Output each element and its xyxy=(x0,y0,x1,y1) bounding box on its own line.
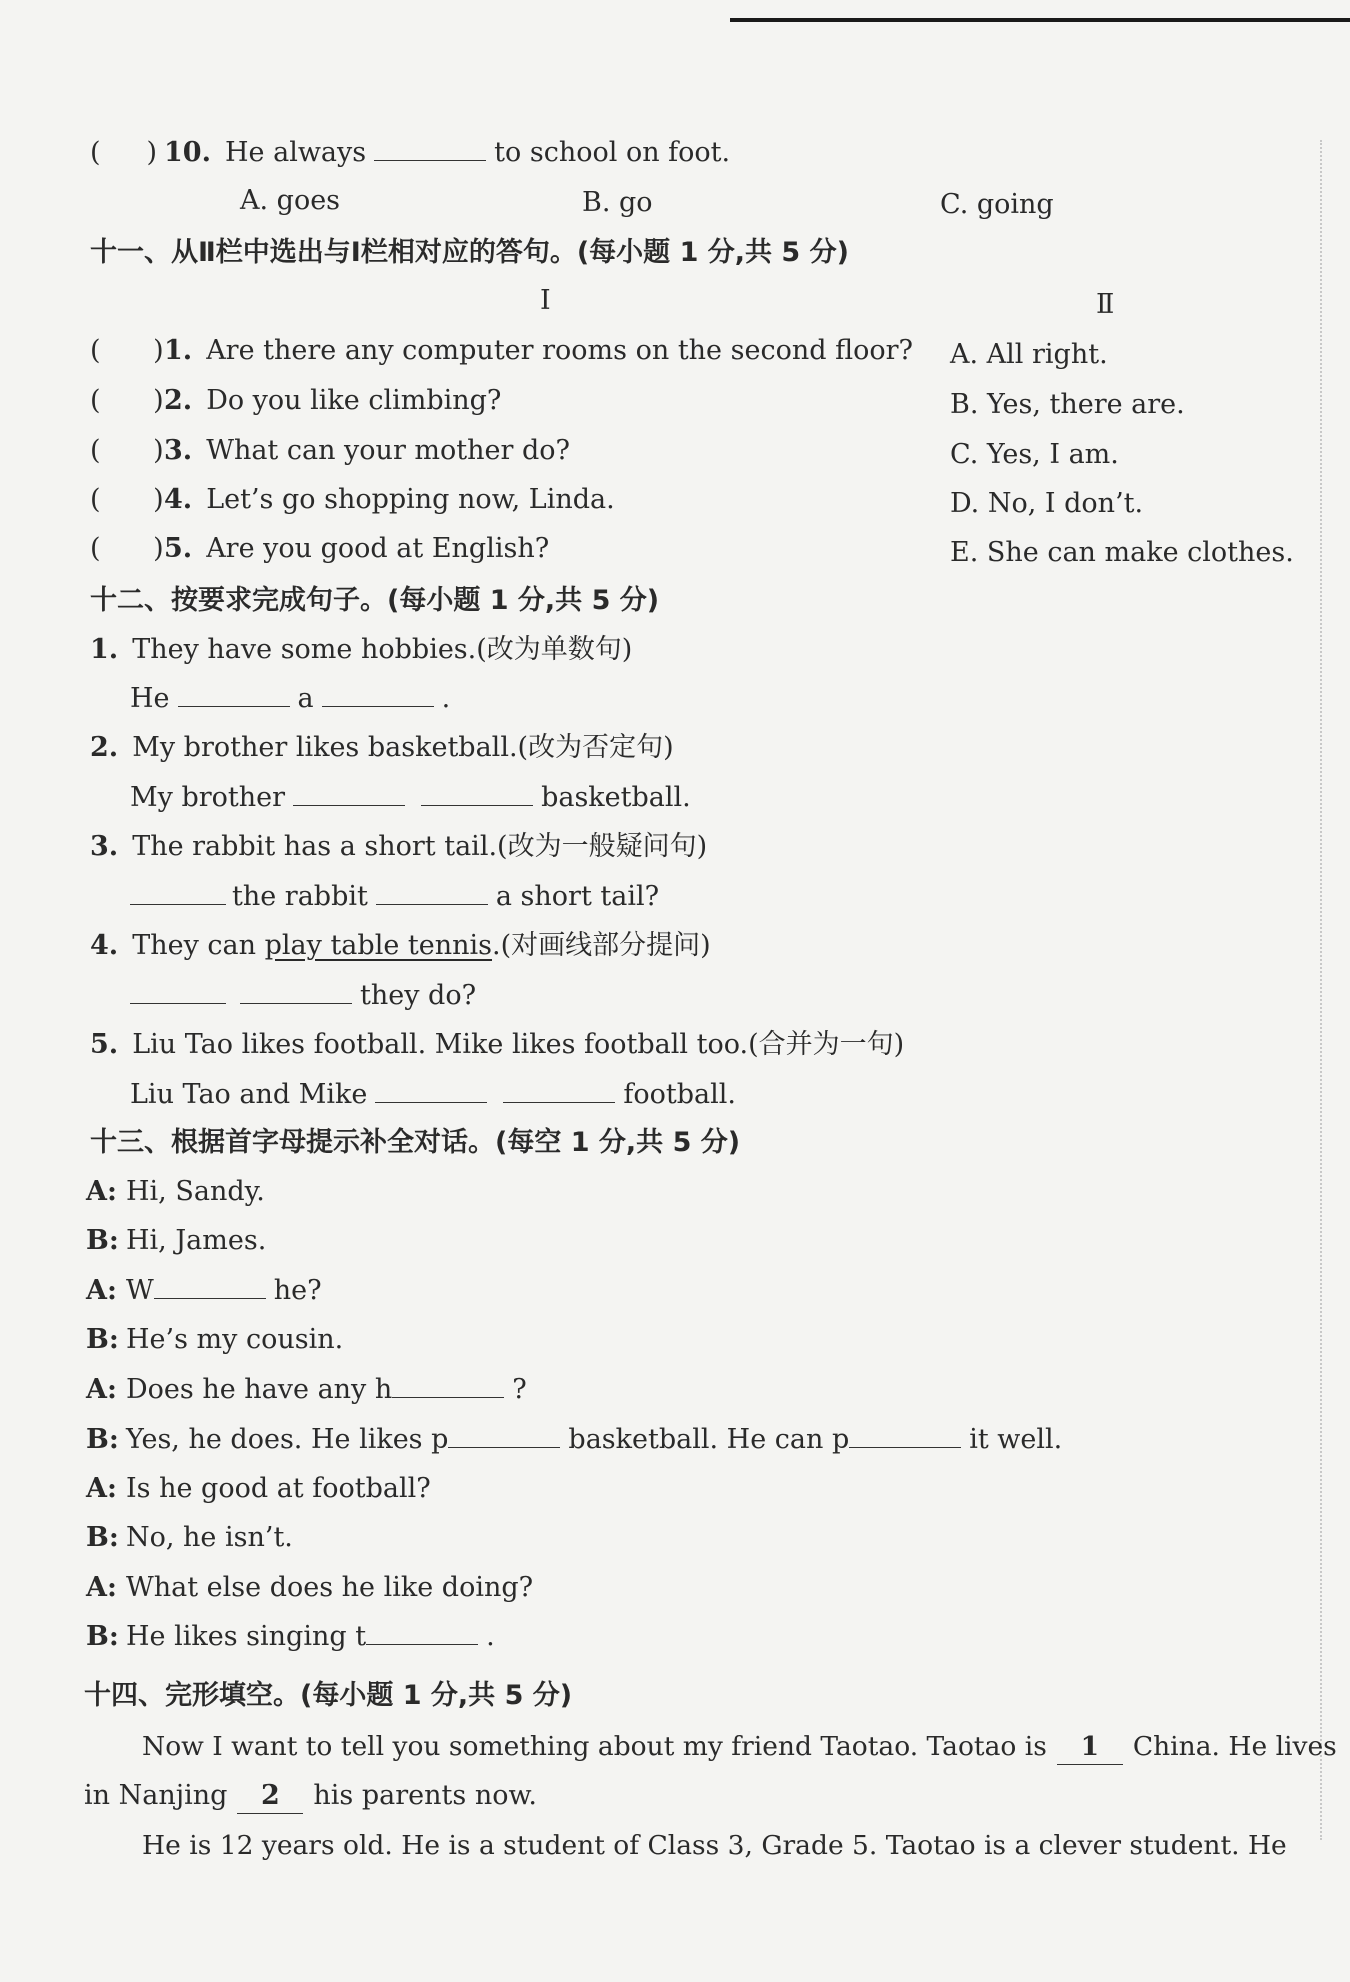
cloze-blank-1[interactable]: 1 xyxy=(1057,1730,1123,1765)
answer-line-1: He a . xyxy=(130,683,451,714)
match-answer: D. No, I don’t. xyxy=(950,488,1144,519)
answer-blank[interactable] xyxy=(293,781,405,806)
cloze-paragraph-line-2: in Nanjing 2 his parents now. xyxy=(84,1779,537,1814)
answer-blank[interactable] xyxy=(366,1620,478,1645)
dialogue-line: A: W he? xyxy=(86,1275,322,1306)
match-answer: C. Yes, I am. xyxy=(950,439,1119,470)
dialogue-line: A: What else does he like doing? xyxy=(86,1572,534,1603)
match-item: ( )2. Do you like climbing? xyxy=(90,385,502,416)
answer-blank[interactable] xyxy=(154,1274,266,1299)
match-answer: A. All right. xyxy=(950,339,1108,370)
question-stem-part1: He always xyxy=(224,137,367,168)
answer-blank[interactable] xyxy=(376,880,488,905)
match-item: ( )4. Let’s go shopping now, Linda. xyxy=(90,484,615,515)
section-13-heading: 十三、根据首字母提示补全对话。(每空 1 分,共 5 分) xyxy=(90,1127,741,1158)
cloze-paragraph-line-1: Now I want to tell you something about my friend Taotao. Taotao is 1 China. He lives xyxy=(142,1730,1337,1765)
section-14-heading: 十四、完形填空。(每小题 1 分,共 5 分) xyxy=(84,1680,573,1711)
answer-paren-close: ) xyxy=(146,137,158,168)
dialogue-line: A: Is he good at football? xyxy=(86,1473,431,1504)
answer-blank[interactable] xyxy=(240,979,352,1004)
transform-question-5: 5. Liu Tao likes football. Mike likes football too.(合并为一句) xyxy=(90,1029,905,1060)
answer-blank[interactable] xyxy=(374,136,486,161)
match-item: ( )5. Are you good at English? xyxy=(90,533,550,564)
answer-blank[interactable] xyxy=(375,1078,487,1103)
dialogue-line: A: Hi, Sandy. xyxy=(86,1176,265,1207)
cloze-paragraph-line-3: He is 12 years old. He is a student of Class 3, Grade 5. Taotao is a clever student. He xyxy=(142,1830,1287,1861)
answer-blank[interactable] xyxy=(130,979,226,1004)
answer-blank[interactable] xyxy=(503,1078,615,1103)
column-2-label: Ⅱ xyxy=(1096,289,1115,320)
answer-line-5: Liu Tao and Mike football. xyxy=(130,1079,736,1110)
dialogue-line: B: Yes, he does. He likes p basketball. He can p it well. xyxy=(86,1424,1063,1455)
dialogue-line: B: No, he isn’t. xyxy=(86,1522,293,1553)
underlined-phrase: play table tennis xyxy=(264,930,492,961)
answer-paren-open: ( xyxy=(90,137,101,168)
dialogue-line: A: Does he have any h ? xyxy=(86,1374,527,1405)
transform-question-1: 1. They have some hobbies.(改为单数句) xyxy=(90,634,633,665)
question-10 xyxy=(90,136,730,170)
answer-blank[interactable] xyxy=(178,682,290,707)
dialogue-line: B: He likes singing t . xyxy=(86,1621,495,1652)
transform-question-4: 4. They can play table tennis.(对画线部分提问) xyxy=(90,930,711,961)
cloze-blank-2[interactable]: 2 xyxy=(237,1779,303,1814)
dialogue-line: B: He’s my cousin. xyxy=(86,1324,344,1355)
option-a: A. goes xyxy=(240,185,341,216)
question-number: 10. xyxy=(164,137,211,168)
match-answer: B. Yes, there are. xyxy=(950,389,1185,420)
question-stem-part2: to school on foot. xyxy=(494,137,731,168)
column-1-label: Ⅰ xyxy=(540,285,551,316)
answer-blank[interactable] xyxy=(130,880,226,905)
answer-line-4: they do? xyxy=(130,979,476,1013)
answer-blank[interactable] xyxy=(392,1373,504,1398)
transform-question-3: 3. The rabbit has a short tail.(改为一般疑问句) xyxy=(90,831,708,862)
section-11-heading: 十一、从Ⅱ栏中选出与Ⅰ栏相对应的答句。(每小题 1 分,共 5 分) xyxy=(90,237,849,268)
answer-line-3: the rabbit a short tail? xyxy=(130,880,659,914)
answer-line-2: My brother basketball. xyxy=(130,782,691,813)
answer-blank[interactable] xyxy=(849,1423,961,1448)
answer-blank[interactable] xyxy=(421,781,533,806)
option-c: C. going xyxy=(940,189,1054,220)
match-item: ( )3. What can your mother do? xyxy=(90,435,571,466)
match-answer: E. She can make clothes. xyxy=(950,537,1294,568)
transform-question-2: 2. My brother likes basketball.(改为否定句) xyxy=(90,732,674,763)
dialogue-line: B: Hi, James. xyxy=(86,1225,267,1256)
section-12-heading: 十二、按要求完成句子。(每小题 1 分,共 5 分) xyxy=(90,585,660,616)
option-b: B. go xyxy=(582,187,653,218)
answer-blank[interactable] xyxy=(448,1423,560,1448)
answer-blank[interactable] xyxy=(322,682,434,707)
match-item: ( )1. Are there any computer rooms on the second floor? xyxy=(90,335,913,366)
